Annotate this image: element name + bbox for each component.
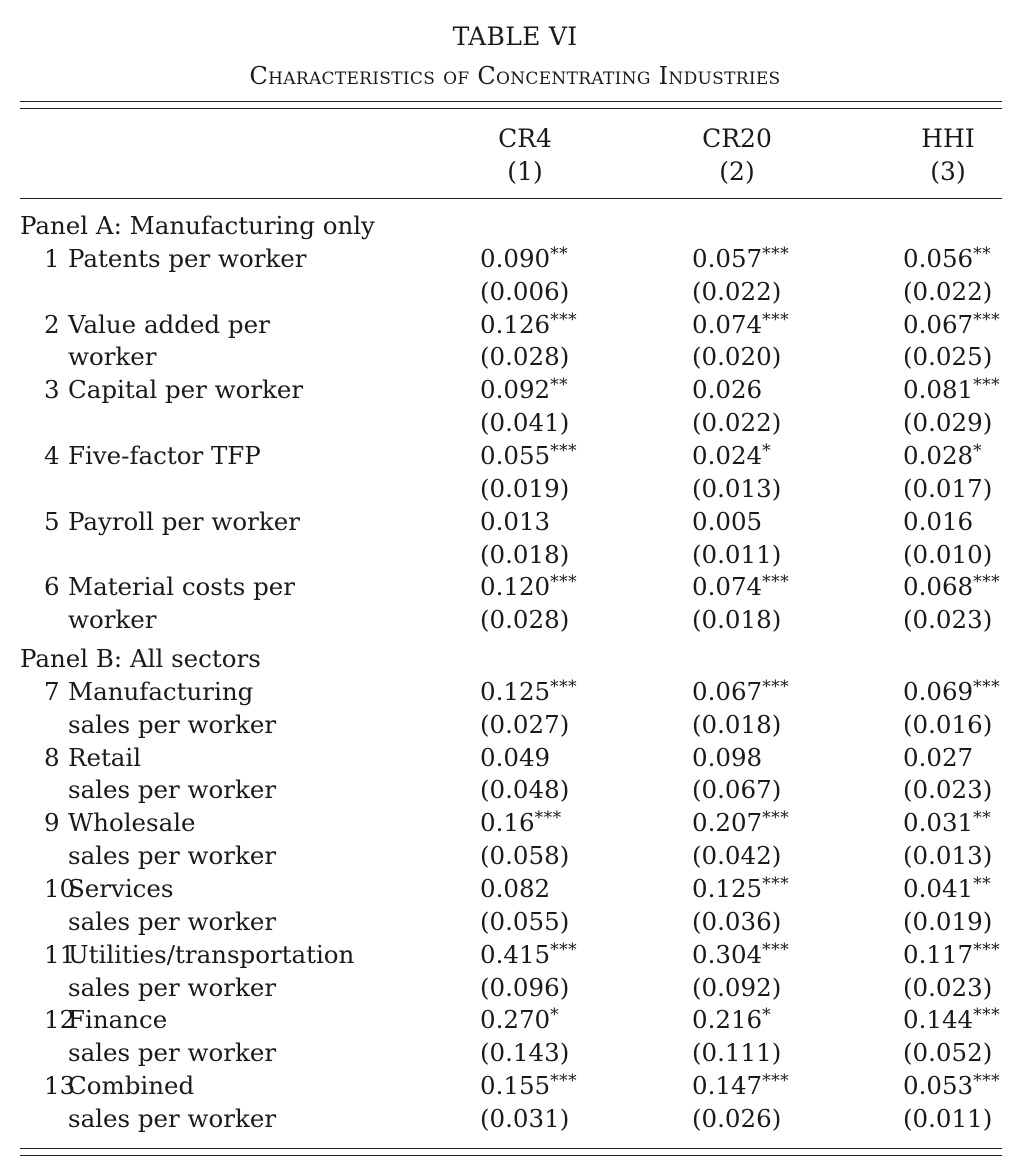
coefficient-value: 0.074 xyxy=(692,309,763,339)
header-rule xyxy=(20,198,1002,199)
coefficient-cell xyxy=(480,675,577,712)
coefficient-cell xyxy=(903,1003,1000,1040)
standard-error-cell: (0.052) xyxy=(903,1038,993,1068)
standard-error-cell: (0.031) xyxy=(480,1103,570,1133)
row-number: 10 xyxy=(44,874,76,903)
table-row xyxy=(0,308,1030,341)
coefficient-cell xyxy=(480,505,550,542)
coefficient-cell xyxy=(903,373,1000,410)
table-row xyxy=(0,806,1030,839)
row-number: 2 xyxy=(44,309,60,339)
coefficient-value: 0.027 xyxy=(903,742,974,772)
significance-stars: ** xyxy=(550,243,569,264)
row-label-continued: sales per worker xyxy=(68,775,277,805)
row-number: 5 xyxy=(44,506,60,536)
significance-stars: * xyxy=(550,1005,560,1026)
standard-error-cell: (0.010) xyxy=(903,539,993,569)
table-row xyxy=(0,439,1030,472)
coefficient-value: 0.016 xyxy=(903,506,974,536)
coefficient-value: 0.090 xyxy=(480,243,551,273)
coefficient-cell xyxy=(903,505,973,542)
coefficient-cell xyxy=(903,439,982,476)
coefficient-cell xyxy=(692,308,789,345)
standard-error-cell: (0.023) xyxy=(903,972,993,1002)
coefficient-value: 0.055 xyxy=(480,440,551,470)
coefficient-cell xyxy=(903,741,973,778)
coefficient-value: 0.125 xyxy=(692,874,763,903)
significance-stars: *** xyxy=(973,1071,1001,1092)
coefficient-value: 0.056 xyxy=(903,243,974,273)
significance-stars: * xyxy=(762,1005,772,1026)
column-header-number: (2) xyxy=(719,157,755,186)
significance-stars: *** xyxy=(534,808,562,829)
coefficient-cell xyxy=(903,806,991,843)
standard-error-cell: (0.022) xyxy=(692,276,782,306)
table-row xyxy=(0,505,1030,538)
coefficient-value: 0.207 xyxy=(692,808,763,838)
coefficient-cell xyxy=(903,938,1000,975)
coefficient-value: 0.031 xyxy=(903,808,974,838)
row-label-continued: sales per worker xyxy=(68,1103,277,1133)
coefficient-value: 0.068 xyxy=(903,572,974,602)
significance-stars: *** xyxy=(550,939,578,960)
significance-stars: ** xyxy=(550,375,569,396)
standard-error-cell: (0.025) xyxy=(903,342,993,372)
significance-stars: *** xyxy=(550,440,578,461)
row-number: 3 xyxy=(44,375,60,405)
standard-error-row xyxy=(0,275,1030,308)
coefficient-value: 0.057 xyxy=(692,243,763,273)
row-label: Material costs per xyxy=(68,572,295,602)
coefficient-cell xyxy=(692,242,789,279)
row-label-continued: sales per worker xyxy=(68,1038,277,1068)
significance-stars: *** xyxy=(973,939,1001,960)
panel-label-row xyxy=(0,642,1030,675)
standard-error-cell: (0.048) xyxy=(480,775,570,805)
standard-error-cell: (0.058) xyxy=(480,841,570,871)
row-number: 1 xyxy=(44,243,60,273)
coefficient-value: 0.098 xyxy=(692,742,763,772)
standard-error-cell: (0.013) xyxy=(692,473,782,503)
row-label: Five-factor TFP xyxy=(68,440,261,470)
coefficient-value: 0.028 xyxy=(903,440,974,470)
standard-error-cell: (0.023) xyxy=(903,605,993,635)
coefficient-cell xyxy=(480,806,562,843)
coefficient-value: 0.16 xyxy=(480,808,535,838)
coefficient-cell xyxy=(692,439,771,476)
panel-label: Panel A: Manufacturing only xyxy=(20,211,375,240)
coefficient-value: 0.125 xyxy=(480,676,551,706)
row-label-continued: sales per worker xyxy=(68,709,277,739)
significance-stars: *** xyxy=(762,1071,790,1092)
top-rule xyxy=(20,108,1002,109)
row-label-continued: sales per worker xyxy=(68,972,277,1002)
significance-stars: *** xyxy=(762,572,790,593)
row-label: Payroll per worker xyxy=(68,506,300,536)
standard-error-row xyxy=(0,1036,1030,1069)
standard-error-cell: (0.016) xyxy=(903,709,993,739)
coefficient-cell xyxy=(480,242,568,279)
coefficient-value: 0.069 xyxy=(903,676,974,706)
row-label: Retail xyxy=(68,742,142,772)
row-label: Value added per xyxy=(68,309,270,339)
coefficient-value: 0.147 xyxy=(692,1071,763,1101)
significance-stars: *** xyxy=(762,808,790,829)
coefficient-cell xyxy=(480,872,550,909)
coefficient-value: 0.026 xyxy=(692,375,763,405)
coefficient-cell xyxy=(903,570,1000,607)
standard-error-cell: (0.017) xyxy=(903,473,993,503)
coefficient-cell xyxy=(480,741,550,778)
coefficient-value: 0.415 xyxy=(480,939,551,969)
panel-label: Panel B: All sectors xyxy=(20,644,261,674)
standard-error-cell: (0.092) xyxy=(692,972,782,1002)
table-row xyxy=(0,1003,1030,1036)
standard-error-row xyxy=(0,708,1030,741)
coefficient-value: 0.067 xyxy=(903,309,974,339)
row-label: Wholesale xyxy=(68,808,196,838)
coefficient-cell xyxy=(692,806,789,843)
row-number: 6 xyxy=(44,572,60,602)
coefficient-value: 0.013 xyxy=(480,506,551,536)
column-header-name: CR20 xyxy=(702,124,772,153)
standard-error-row xyxy=(0,340,1030,373)
coefficient-cell xyxy=(480,570,577,607)
standard-error-row xyxy=(0,971,1030,1004)
coefficient-value: 0.041 xyxy=(903,874,974,903)
significance-stars: *** xyxy=(550,309,578,330)
standard-error-cell: (0.019) xyxy=(480,473,570,503)
row-number: 12 xyxy=(44,1005,76,1035)
coefficient-value: 0.120 xyxy=(480,572,551,602)
row-label-continued: worker xyxy=(68,605,157,635)
column-header-name: CR4 xyxy=(498,124,552,153)
table-row xyxy=(0,938,1030,971)
significance-stars: *** xyxy=(762,309,790,330)
significance-stars: *** xyxy=(762,874,790,894)
panel-label-row xyxy=(0,209,1030,242)
significance-stars: ** xyxy=(973,808,992,829)
significance-stars: *** xyxy=(762,676,790,697)
row-label: Manufacturing xyxy=(68,676,254,706)
row-number: 4 xyxy=(44,440,60,470)
standard-error-cell: (0.067) xyxy=(692,775,782,805)
table-title: TABLE VI xyxy=(452,22,578,51)
coefficient-value: 0.049 xyxy=(480,742,551,772)
row-number: 13 xyxy=(44,1071,76,1101)
standard-error-cell: (0.019) xyxy=(903,906,993,936)
column-header-number: (3) xyxy=(930,157,966,186)
coefficient-value: 0.126 xyxy=(480,309,551,339)
standard-error-cell: (0.013) xyxy=(903,841,993,871)
standard-error-row xyxy=(0,472,1030,505)
significance-stars: *** xyxy=(973,375,1001,396)
coefficient-cell xyxy=(480,439,577,476)
bottom-rule xyxy=(20,1148,1002,1149)
coefficient-cell xyxy=(480,308,577,345)
row-label: Capital per worker xyxy=(68,375,304,405)
standard-error-cell: (0.096) xyxy=(480,972,570,1002)
coefficient-value: 0.144 xyxy=(903,1005,974,1035)
standard-error-cell: (0.041) xyxy=(480,408,570,438)
standard-error-cell: (0.042) xyxy=(692,841,782,871)
column-header-number: (1) xyxy=(507,157,543,186)
standard-error-cell: (0.026) xyxy=(692,1103,782,1133)
significance-stars: *** xyxy=(550,676,578,697)
table-row xyxy=(0,570,1030,603)
table-row xyxy=(0,1069,1030,1102)
standard-error-cell: (0.111) xyxy=(692,1038,782,1068)
standard-error-row xyxy=(0,406,1030,439)
row-label: Combined xyxy=(68,1071,195,1101)
row-label-continued: worker xyxy=(68,342,157,372)
standard-error-cell: (0.029) xyxy=(903,408,993,438)
coefficient-value: 0.074 xyxy=(692,572,763,602)
significance-stars: *** xyxy=(550,572,578,593)
table-row xyxy=(0,373,1030,406)
coefficient-cell xyxy=(480,1003,559,1040)
coefficient-cell xyxy=(903,242,991,279)
coefficient-value: 0.024 xyxy=(692,440,763,470)
significance-stars: *** xyxy=(973,1005,1001,1026)
significance-stars: *** xyxy=(762,939,790,960)
coefficient-value: 0.081 xyxy=(903,375,974,405)
coefficient-cell xyxy=(903,675,1000,712)
standard-error-row xyxy=(0,603,1030,636)
significance-stars: *** xyxy=(973,309,1001,330)
significance-stars: * xyxy=(762,440,772,461)
standard-error-cell: (0.011) xyxy=(903,1103,993,1133)
coefficient-value: 0.155 xyxy=(480,1071,551,1101)
table-row xyxy=(0,675,1030,708)
significance-stars: *** xyxy=(973,676,1001,697)
coefficient-cell xyxy=(480,938,577,975)
standard-error-cell: (0.018) xyxy=(480,539,570,569)
coefficient-value: 0.005 xyxy=(692,506,763,536)
row-label: Utilities/transportation xyxy=(68,939,355,969)
standard-error-cell: (0.022) xyxy=(692,408,782,438)
coefficient-cell xyxy=(692,741,762,778)
standard-error-cell: (0.018) xyxy=(692,605,782,635)
standard-error-cell: (0.018) xyxy=(692,709,782,739)
standard-error-row xyxy=(0,1102,1030,1135)
coefficient-value: 0.117 xyxy=(903,939,974,969)
standard-error-cell: (0.055) xyxy=(480,906,570,936)
coefficient-value: 0.216 xyxy=(692,1005,763,1035)
standard-error-cell: (0.011) xyxy=(692,539,782,569)
table-row xyxy=(0,741,1030,774)
row-label: Services xyxy=(68,874,174,903)
coefficient-value: 0.092 xyxy=(480,375,551,405)
row-number: 8 xyxy=(44,742,60,772)
coefficient-cell xyxy=(692,938,789,975)
standard-error-cell: (0.006) xyxy=(480,276,570,306)
table-subtitle: Characteristics of Concentrating Industries xyxy=(249,62,781,90)
coefficient-value: 0.270 xyxy=(480,1005,551,1035)
standard-error-row xyxy=(0,538,1030,571)
standard-error-row xyxy=(0,905,1030,938)
row-number: 11 xyxy=(44,939,76,969)
table-row xyxy=(0,872,1030,905)
coefficient-value: 0.304 xyxy=(692,939,763,969)
coefficient-value: 0.053 xyxy=(903,1071,974,1101)
row-label-continued: sales per worker xyxy=(68,906,277,936)
row-label: Finance xyxy=(68,1005,168,1035)
row-label-continued: sales per worker xyxy=(68,841,277,871)
coefficient-cell xyxy=(692,373,762,410)
significance-stars: *** xyxy=(973,572,1001,593)
coefficient-cell xyxy=(480,1069,577,1106)
significance-stars: ** xyxy=(973,243,992,264)
coefficient-cell xyxy=(903,872,991,909)
standard-error-cell: (0.022) xyxy=(903,276,993,306)
standard-error-row xyxy=(0,839,1030,872)
standard-error-cell: (0.023) xyxy=(903,775,993,805)
coefficient-cell xyxy=(692,1069,789,1106)
coefficient-cell xyxy=(692,872,789,909)
coefficient-cell xyxy=(480,373,568,410)
bottom-rule xyxy=(20,1155,1002,1156)
standard-error-cell: (0.036) xyxy=(692,906,782,936)
row-label: Patents per worker xyxy=(68,243,307,273)
coefficient-cell xyxy=(692,675,789,712)
significance-stars: *** xyxy=(550,1071,578,1092)
standard-error-cell: (0.028) xyxy=(480,605,570,635)
significance-stars: ** xyxy=(973,874,992,894)
table-row xyxy=(0,242,1030,275)
coefficient-cell xyxy=(692,570,789,607)
standard-error-cell: (0.020) xyxy=(692,342,782,372)
standard-error-row xyxy=(0,773,1030,806)
coefficient-value: 0.082 xyxy=(480,874,551,903)
coefficient-cell xyxy=(903,308,1000,345)
coefficient-cell xyxy=(692,505,762,542)
standard-error-cell: (0.027) xyxy=(480,709,570,739)
significance-stars: *** xyxy=(762,243,790,264)
coefficient-cell xyxy=(692,1003,771,1040)
standard-error-cell: (0.028) xyxy=(480,342,570,372)
coefficient-cell xyxy=(903,1069,1000,1106)
column-header-name: HHI xyxy=(921,124,975,153)
row-number: 9 xyxy=(44,808,60,838)
coefficient-value: 0.067 xyxy=(692,676,763,706)
significance-stars: * xyxy=(973,440,983,461)
top-rule xyxy=(20,101,1002,102)
row-number: 7 xyxy=(44,676,60,706)
standard-error-cell: (0.143) xyxy=(480,1038,570,1068)
